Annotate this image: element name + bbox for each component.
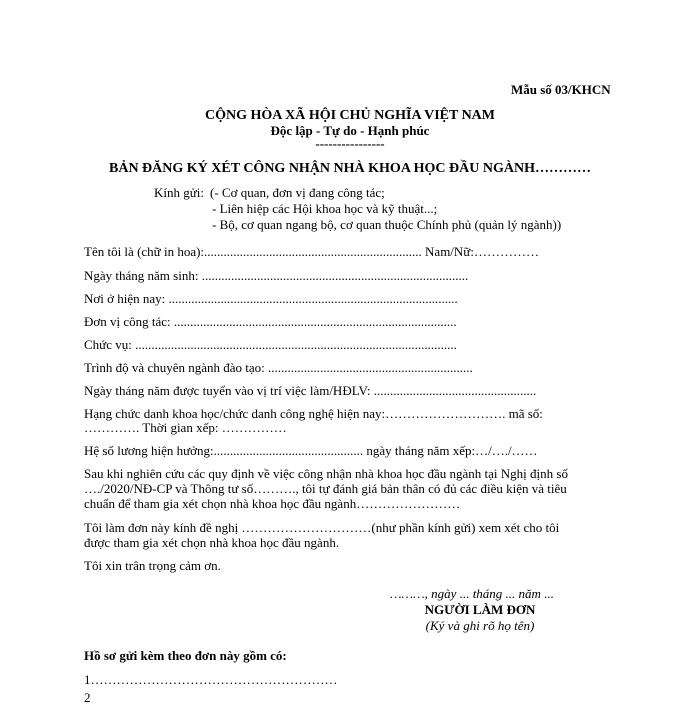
field-salary: Hệ số lương hiện hưởng:.............................................. ngày tháng năm xếp:…/…./…… [84, 443, 538, 458]
header-separator: ---------------- [315, 136, 385, 151]
field-title-rank-cont: …………. Thời gian xếp: …………… [84, 420, 287, 435]
paragraph-2-line-2: được tham gia xét chọn nhà khoa học đầu ngành. [84, 535, 340, 550]
attachments-heading: Hồ sơ gửi kèm theo đơn này gồm có: [84, 648, 287, 663]
document-title: BẢN ĐĂNG KÝ XÉT CÔNG NHẬN NHÀ KHOA HỌC ĐẦU NGÀNH………… [109, 161, 591, 176]
attachment-item-2: 2 [84, 690, 91, 705]
country-name: CỘNG HÒA XÃ HỘI CHỦ NGHĨA VIỆT NAM [204, 108, 495, 123]
field-workplace: Đơn vị công tác: ....................................................................................... [84, 314, 457, 329]
field-title-rank: Hạng chức danh khoa học/chức danh công nghệ hiện nay:………………………. mã số: [84, 406, 543, 421]
paragraph-1-line-2: …./2020/NĐ-CP và Thông tư số………., tôi tự đánh giá bản thân có đủ các điều kiện và tiêu [84, 481, 567, 496]
attachment-item-1: 1………………………………………………… [84, 672, 338, 687]
field-name: Tên tôi là (chữ in hoa):................................................................... Nam/Nữ:…………… [84, 244, 539, 259]
signer-title: NGƯỜI LÀM ĐƠN [424, 602, 536, 617]
recipient-line-2: - Liên hiệp các Hội khoa học và kỹ thuật...; [212, 201, 438, 216]
paragraph-3: Tôi xin trân trọng cảm ơn. [84, 558, 221, 573]
motto: Độc lập - Tự do - Hạnh phúc [270, 123, 430, 138]
recipient-line-3: - Bộ, cơ quan ngang bộ, cơ quan thuộc Chính phủ (quản lý ngành)) [212, 217, 562, 232]
field-education: Trình độ và chuyên ngành đào tạo: ............................................................... [84, 360, 473, 375]
field-residence: Nơi ở hiện nay: ......................................................................................... [84, 291, 458, 306]
signature-note: (Ký và ghi rõ họ tên) [425, 618, 535, 633]
signature-date-line: ………, ngày ... tháng ... năm ... [390, 586, 554, 601]
paragraph-1-line-1: Sau khi nghiên cứu các quy định về việc công nhận nhà khoa học đầu ngành tại Nghị định số [84, 466, 568, 481]
recipients-label: Kính gửi: [154, 185, 205, 200]
paragraph-1-line-3: chuẩn để tham gia xét chọn nhà khoa học đầu ngành…………………… [84, 496, 461, 511]
paragraph-2-line-1: Tôi làm đơn này kính đề nghị …………………………(như phần kính gửi) xem xét cho tôi [84, 520, 560, 535]
field-date-of-birth: Ngày tháng năm sinh: .................................................................................. [84, 268, 469, 283]
field-recruit-date: Ngày tháng năm được tuyển vào vị trí việc làm/HĐLV: .................................................. [84, 383, 537, 398]
recipient-line-1: (- Cơ quan, đơn vị đang công tác; [210, 185, 385, 200]
form-code: Mẫu số 03/KHCN [511, 82, 611, 97]
field-position: Chức vụ: ................................................................................................... [84, 337, 457, 352]
